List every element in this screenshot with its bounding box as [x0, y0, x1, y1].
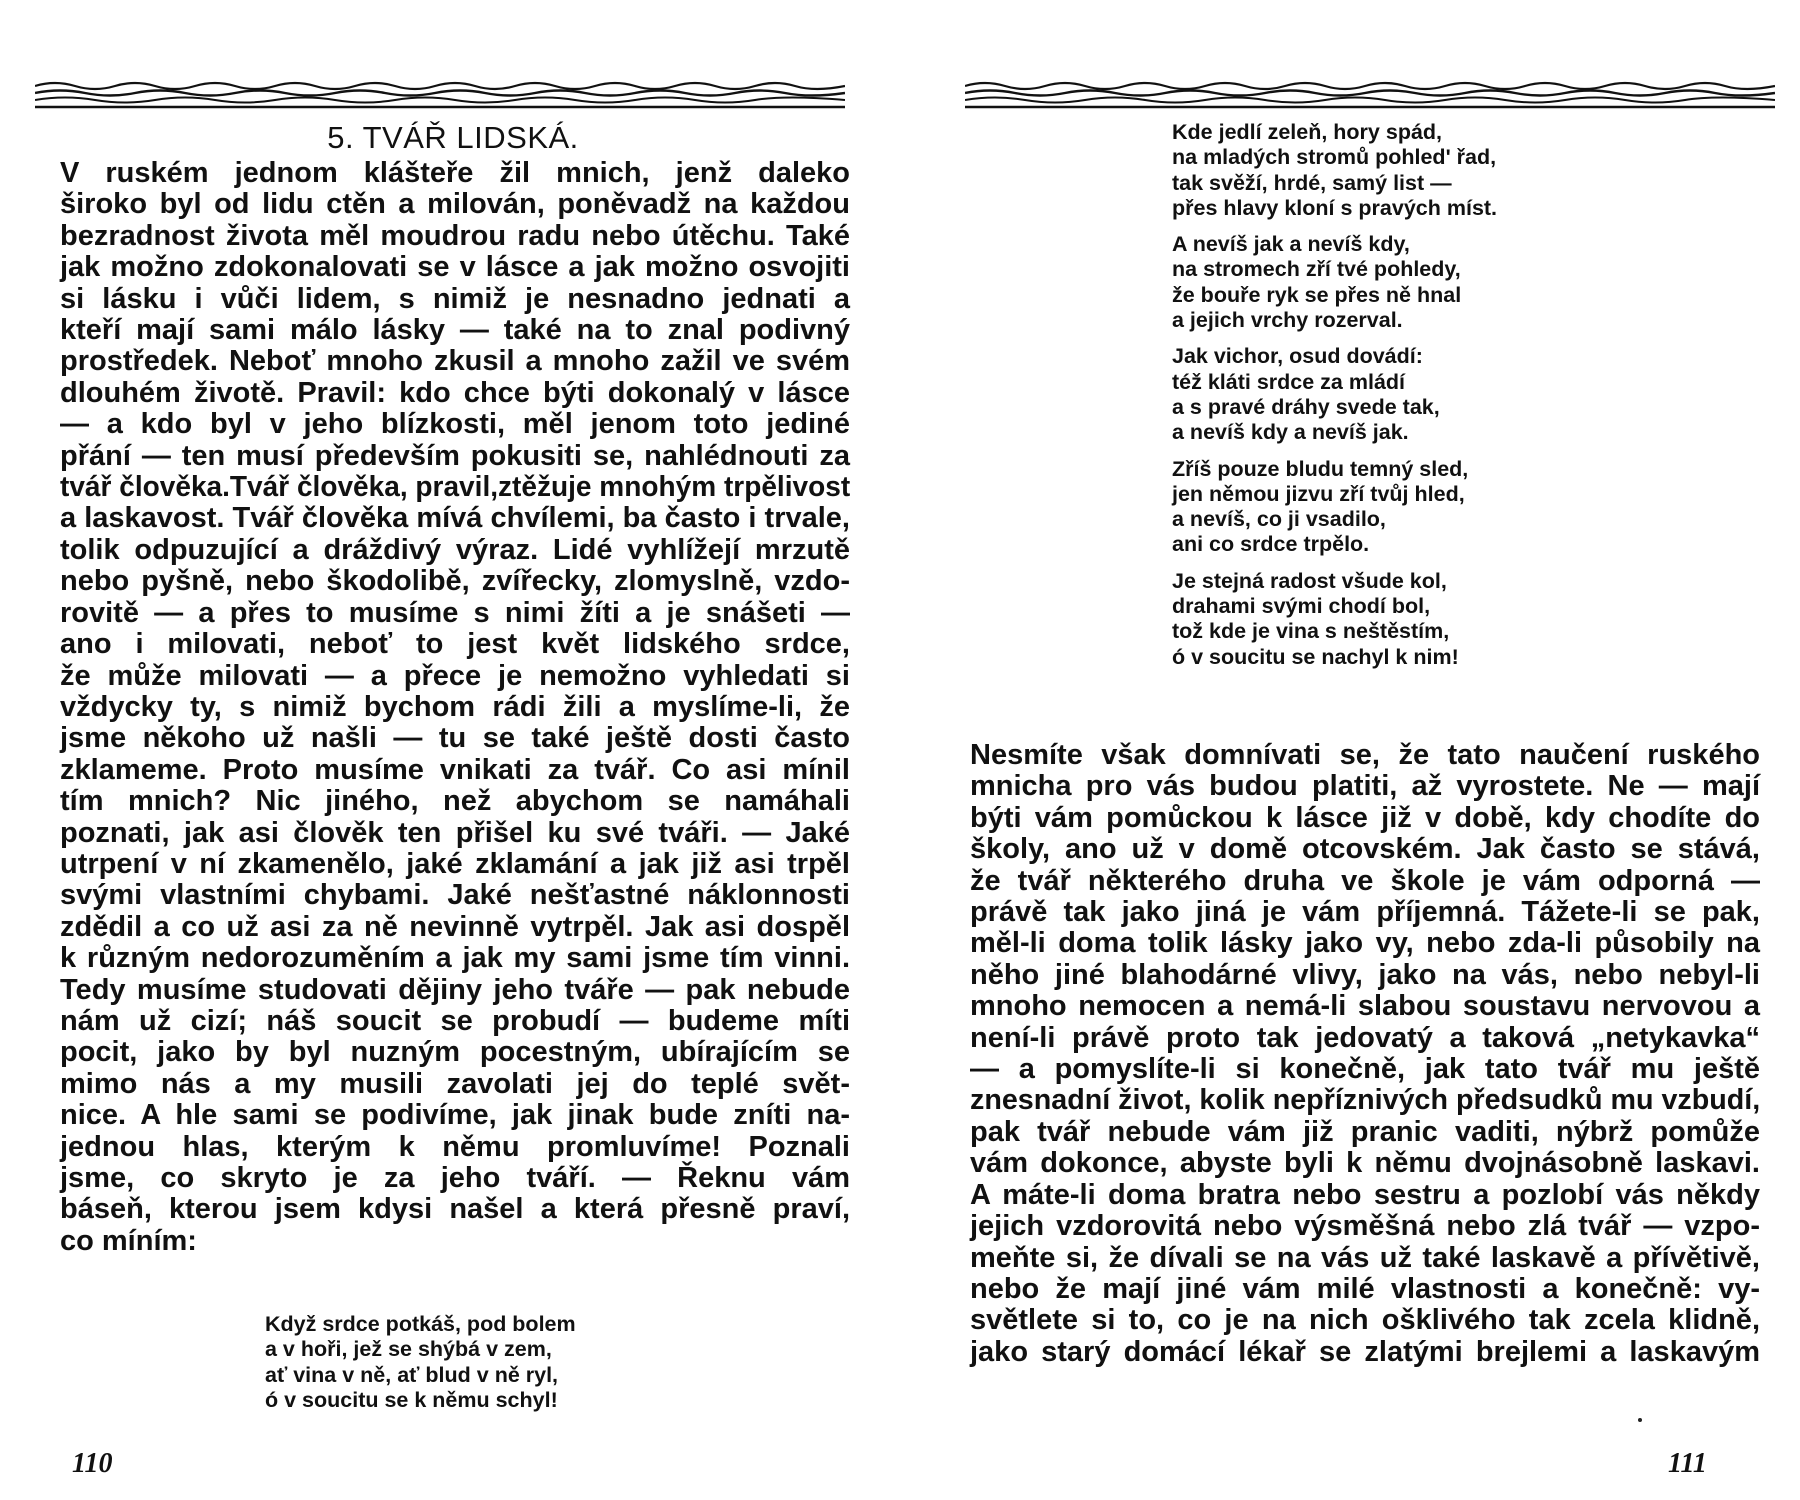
poem-line: a v hoři, jež se shýbá v zem, — [265, 1337, 552, 1362]
text-line: V ruském jednom klášteře žil mnich, jenž daleko — [60, 157, 850, 189]
text-line: býti vám pomůckou k lásce již v době, kdy chodíte do — [970, 801, 1760, 834]
poem-line: ani co srdce trpělo. — [1172, 532, 1370, 557]
left-body-text — [60, 158, 850, 1257]
text-line: že může milovati — a přece je nemožno vyhledati si — [60, 659, 850, 692]
text-line: mimo nás a my musili zavolati jej do teplé svět- — [60, 1067, 850, 1100]
print-speck — [1638, 1418, 1642, 1422]
poem-line: tak svěží, hrdé, samý list — — [1172, 170, 1452, 195]
text-line: zklameme. Proto musíme vnikati za tvář. Co asi mínil — [60, 753, 850, 786]
text-line: tolik odpuzující a dráždivý výraz. Lidé vyhlížejí mrzutě — [60, 533, 850, 566]
text-line: tvář člověka.Tvář člověka, pravil,ztěžuje mnohým trpělivost — [60, 471, 851, 504]
text-line: ano i milovati, neboť to jest květ lidského srdce, — [60, 628, 850, 661]
poem-stanza — [1172, 457, 1497, 558]
poem-line: jen němou jizvu zří tvůj hled, — [1172, 481, 1465, 506]
text-line: jsme, co skryto je za jeho tváří. — Řeknu vám — [60, 1162, 850, 1194]
poem-line: že bouře ryk se přes ně hnal — [1172, 282, 1462, 307]
text-line: tím mnich? Nic jiného, než abychom se namáhali — [60, 785, 850, 818]
text-line: báseň, kterou jsem kdysi našel a která přesně praví, — [60, 1193, 850, 1226]
text-line: jak možno zdokonalovati se v lásce a jak možno osvojiti — [60, 251, 850, 284]
poem-line: a jejich vrchy rozerval. — [1172, 308, 1403, 333]
right-body-text — [970, 740, 1760, 1368]
poem-line: Kde jedlí zeleň, hory spád, — [1172, 120, 1443, 144]
poem-stanza — [1172, 120, 1497, 221]
text-line: mnoho nemocen a nemá-li slabou soustavu nervovou a — [970, 990, 1760, 1023]
right-page — [900, 0, 1800, 1500]
text-line: si lásku i vůči lidem, s nimiž je nesnadno jednati a — [60, 282, 850, 315]
text-line: vám dokonce, abyste byli k němu dvojnásobně laskavi. — [970, 1147, 1760, 1180]
poem-line: Zříš pouze bludu temný sled, — [1172, 456, 1469, 481]
text-line: a laskavost. Tvář člověka mívá chvílemi, ba často i trvale, — [60, 502, 850, 535]
text-line: meňte si, že dívali se na vás už také laskavě a přívětivě, — [970, 1241, 1760, 1274]
text-line: jsme někoho už našli — tu se také ještě dosti často — [60, 722, 850, 755]
text-line: utrpení v ní zkamenělo, jaké zklamání a jak již asi trpěl — [60, 847, 850, 880]
poem-line: ó v soucitu se nachyl k nim! — [1172, 644, 1459, 669]
text-line: jejich vzdorovitá nebo výsměšná nebo zlá tvář — vzpo- — [970, 1210, 1760, 1243]
page-number: 110 — [72, 1448, 113, 1479]
poem-stanza — [1172, 569, 1497, 670]
left-poem — [265, 1312, 576, 1424]
poem-stanza — [265, 1312, 576, 1413]
poem-line: a nevíš kdy a nevíš jak. — [1172, 420, 1409, 445]
text-line: měl-li doma tolik lásky jako vy, nebo zda-li působily na — [970, 927, 1760, 960]
text-line: bezradnost života měl moudrou radu nebo útěchu. Také — [60, 219, 850, 252]
text-line: — a kdo byl v jeho blízkosti, měl jenom toto jediné — [60, 408, 850, 441]
text-line: nebo že mají jiné vám milé vlastnosti a konečně: vy- — [970, 1272, 1760, 1305]
poem-line: A nevíš jak a nevíš kdy, — [1172, 232, 1410, 257]
text-line: nice. A hle sami se podivíme, jak jinak bude zníti na- — [60, 1099, 850, 1132]
text-line: pak tvář nebude vám již pranic vaditi, nýbrž pomůže — [970, 1115, 1760, 1148]
text-line: Tedy musíme studovati dějiny jeho tváře — pak nebude — [60, 973, 850, 1006]
text-line: dlouhém životě. Pravil: kdo chce býti dokonalý v lásce — [60, 376, 850, 409]
poem-line: na mladých stromů pohled' řad, — [1172, 145, 1497, 170]
poem-line: drahami svými chodí bol, — [1172, 594, 1431, 619]
text-line: prostředek. Neboť mnoho zkusil a mnoho zažil ve svém — [60, 345, 850, 378]
poem-line: ó v soucitu se k němu schyl! — [265, 1387, 558, 1412]
header-ornament — [35, 78, 845, 112]
text-line: mnicha pro vás budou platiti, až vyrostete. Ne — mají — [970, 770, 1760, 803]
text-line: kteří mají sami málo lásky — také na to znal podivný — [60, 314, 850, 347]
header-ornament — [965, 78, 1775, 112]
poem-line: též kláti srdce za mládí — [1172, 369, 1406, 394]
text-line: zdědil a co už asi za ně nevinně vytrpěl. Jak asi dospěl — [60, 910, 850, 943]
text-line: že tvář některého druha ve škole je vám odporná — — [970, 864, 1760, 897]
text-line: školy, ano už v domě otcovském. Jak často se stává, — [970, 833, 1760, 866]
text-line: přání — ten musí především pokusiti se, nahlédnouti za — [60, 439, 850, 472]
text-line: pocit, jako by byl nuzným pocestným, ubírajícím se — [60, 1036, 850, 1069]
poem-line: Když srdce potkáš, pod bolem — [265, 1312, 576, 1336]
text-line: — a pomyslíte-li si konečně, jak tato tvář mu ještě — [970, 1053, 1760, 1086]
poem-line: tož kde je vina s neštěstím, — [1172, 619, 1450, 644]
poem-line: přes hlavy kloní s pravých míst. — [1172, 195, 1498, 220]
page-number: 111 — [1668, 1448, 1707, 1479]
text-line: světlete si to, co je na nich ošklivého tak zcela klidně, — [970, 1304, 1760, 1337]
poem-line: Jak vichor, osud dovádí: — [1172, 344, 1423, 369]
text-line: právě tak jako jiná je vám příjemná. Tážete-li se pak, — [970, 896, 1760, 929]
text-line: svými vlastními chybami. Jaké nešťastné náklonnosti — [60, 879, 850, 912]
right-poem — [1172, 120, 1497, 681]
text-line: Nesmíte však domnívati se, že tato naučení ruského — [970, 739, 1760, 771]
text-line: není-li právě proto tak jedovatý a taková „netykavka“ — [970, 1021, 1760, 1054]
poem-line: Je stejná radost všude kol, — [1172, 568, 1447, 593]
text-line: A máte-li doma bratra nebo sestru a pozlobí vás někdy — [970, 1178, 1760, 1211]
poem-line: a nevíš, co ji vsadilo, — [1172, 507, 1386, 532]
text-line: poznati, jak asi člověk ten přišel ku své tváři. — Jaké — [60, 816, 850, 849]
text-line: vždycky ty, s nimiž bychom rádi žili a myslíme-li, že — [60, 690, 850, 723]
text-line: něho jiné blahodárné vlivy, jako na vás, nebo nebyl-li — [970, 958, 1760, 991]
poem-line: ať vina v ně, ať blud v ně ryl, — [265, 1362, 559, 1387]
text-line: co míním: — [60, 1224, 197, 1257]
poem-stanza — [1172, 232, 1497, 333]
text-line: nebo pyšně, nebo škodolibě, zvířecky, zlomyslně, vzdo- — [60, 565, 850, 598]
text-line: jednou hlas, kterým k němu promluvíme! Poznali — [60, 1130, 850, 1163]
chapter-title: 5. TVÁŘ LIDSKÁ. — [327, 120, 579, 155]
text-line: nám už cizí; náš soucit se probudí — budeme míti — [60, 1004, 850, 1037]
text-line: jako starý domácí lékař se zlatými brejlemi a laskavým — [970, 1335, 1760, 1368]
text-line: znesnadní život, kolik nepříznivých předsudků mu vzbudí, — [970, 1084, 1761, 1117]
text-line: k různým nedorozuměním a jak my sami jsme tím vinni. — [60, 942, 850, 975]
text-line: široko byl od lidu ctěn a milován, poněvadž na každou — [60, 188, 850, 221]
poem-line: a s pravé dráhy svede tak, — [1172, 394, 1440, 419]
poem-stanza — [1172, 344, 1497, 445]
poem-line: na stromech zří tvé pohledy, — [1172, 257, 1461, 282]
text-line: rovitě — a přes to musíme s nimi žíti a je snášeti — — [60, 596, 850, 629]
